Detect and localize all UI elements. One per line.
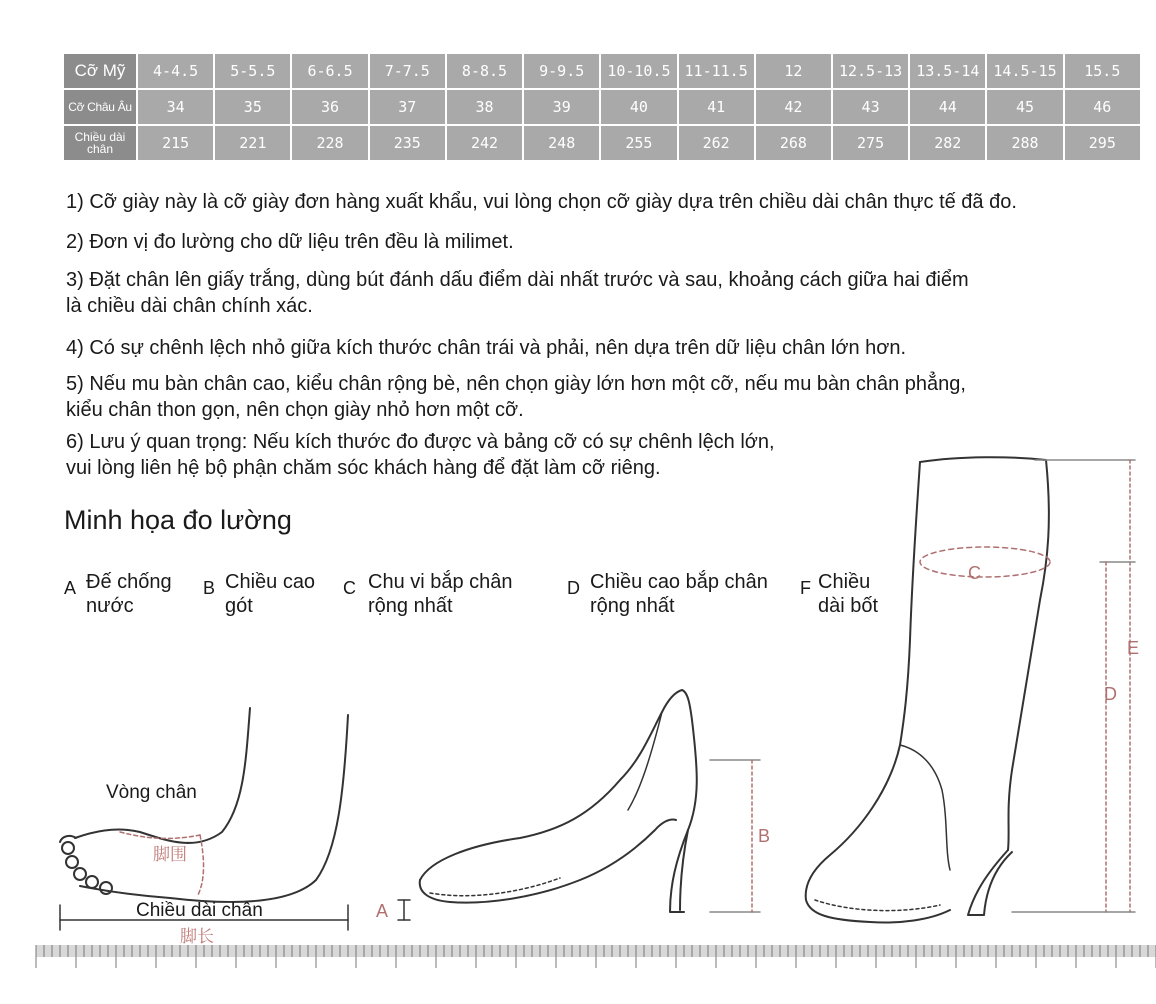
size-cell: 44 <box>910 90 985 124</box>
size-cell: 15.5 <box>1065 54 1140 88</box>
legend-text-d-1: Chiều cao bắp chân <box>590 571 768 593</box>
foot-length-label: Chiều dài chân <box>136 900 263 921</box>
size-cell: 43 <box>833 90 908 124</box>
note-5: 5) Nếu mu bàn chân cao, kiểu chân rộng bè, nên chọn giày lớn hơn một cỡ, nếu mu bàn chân phẳng, <box>66 373 966 395</box>
note-3-cont: là chiều dài chân chính xác. <box>66 295 313 317</box>
pump-illustration <box>398 690 760 920</box>
size-cell: 13.5-14 <box>910 54 985 88</box>
note-6: 6) Lưu ý quan trọng: Nếu kích thước đo được và bảng cỡ có sự chênh lệch lớn, <box>66 431 775 453</box>
foot-length-cn-label: 脚长 <box>180 927 214 947</box>
dimension-b-label: B <box>758 826 771 846</box>
legend-text-f-1: Chiều <box>818 571 871 593</box>
legend-letter-b: B <box>203 578 216 598</box>
size-cell: 12 <box>756 54 831 88</box>
size-cell: 35 <box>215 90 290 124</box>
note-6-cont: vui lòng liên hệ bộ phận chăm sóc khách hàng để đặt làm cỡ riêng. <box>66 457 661 479</box>
note-4: 4) Có sự chênh lệch nhỏ giữa kích thước chân trái và phải, nên dựa trên dữ liệu chân lớn hơn. <box>66 337 907 359</box>
foot-circumference-cn-label: 脚围 <box>153 845 187 865</box>
size-cell: 38 <box>447 90 522 124</box>
size-cell: 8-8.5 <box>447 54 522 88</box>
dimension-a-label: A <box>376 901 389 921</box>
foot-circumference-label: Vòng chân <box>106 782 197 803</box>
note-3: 3) Đặt chân lên giấy trắng, dùng bút đánh dấu điểm dài nhất trước và sau, khoảng cách giữa hai điểm <box>66 269 969 291</box>
foot-illustration <box>60 708 348 930</box>
size-cell: 295 <box>1065 126 1140 160</box>
size-cell: 242 <box>447 126 522 160</box>
size-cell: 248 <box>524 126 599 160</box>
size-cell: 215 <box>138 126 213 160</box>
ruler <box>36 945 1156 968</box>
legend-text-b-1: Chiều cao <box>225 571 316 593</box>
size-cell: 37 <box>370 90 445 124</box>
legend-text-c-1: Chu vi bắp chân <box>368 571 513 593</box>
size-cell: 4-4.5 <box>138 54 213 88</box>
size-cell: 262 <box>679 126 754 160</box>
size-cell: 228 <box>292 126 367 160</box>
dimension-e-label: E <box>1127 638 1140 658</box>
size-cell: 10-10.5 <box>601 54 676 88</box>
size-cell: 9-9.5 <box>524 54 599 88</box>
size-cell: 235 <box>370 126 445 160</box>
size-cell: 46 <box>1065 90 1140 124</box>
size-row-header: Cỡ Châu Âu <box>64 90 136 124</box>
legend-letter-a: A <box>64 578 77 598</box>
size-cell: 7-7.5 <box>370 54 445 88</box>
legend-text-a-2: nước <box>86 595 134 617</box>
size-cell: 5-5.5 <box>215 54 290 88</box>
note-2: 2) Đơn vị đo lường cho dữ liệu trên đều là milimet. <box>66 231 514 253</box>
size-cell: 42 <box>756 90 831 124</box>
size-cell: 39 <box>524 90 599 124</box>
size-row-header: Chiều dài chân <box>64 126 136 160</box>
size-cell: 36 <box>292 90 367 124</box>
size-cell: 288 <box>987 126 1062 160</box>
size-row-header: Cỡ Mỹ <box>64 54 136 88</box>
size-cell: 11-11.5 <box>679 54 754 88</box>
size-cell: 6-6.5 <box>292 54 367 88</box>
size-cell: 255 <box>601 126 676 160</box>
size-cell: 41 <box>679 90 754 124</box>
legend-text-b-2: gót <box>225 595 253 617</box>
size-cell: 282 <box>910 126 985 160</box>
size-cell: 221 <box>215 126 290 160</box>
dimension-d-label: D <box>1104 684 1117 704</box>
size-cell: 268 <box>756 126 831 160</box>
legend-text-a-1: Đế chống <box>86 571 172 593</box>
boot-illustration <box>806 457 1135 922</box>
size-cell: 12.5-13 <box>833 54 908 88</box>
legend-letter-c: C <box>343 578 356 598</box>
size-cell: 275 <box>833 126 908 160</box>
size-cell: 14.5-15 <box>987 54 1062 88</box>
size-cell: 34 <box>138 90 213 124</box>
legend-letter-f: F <box>800 578 811 598</box>
size-cell: 40 <box>601 90 676 124</box>
note-5-cont: kiểu chân thon gọn, nên chọn giày nhỏ hơn một cỡ. <box>66 399 524 421</box>
section-title: Minh họa đo lường <box>64 505 292 535</box>
legend-letter-d: D <box>567 578 580 598</box>
legend-text-d-2: rộng nhất <box>590 595 675 617</box>
note-1: 1) Cỡ giày này là cỡ giày đơn hàng xuất khẩu, vui lòng chọn cỡ giày dựa trên chiều dài chân thực tế đã đo. <box>66 191 1017 213</box>
legend-text-f-2: dài bốt <box>818 595 879 617</box>
size-cell: 45 <box>987 90 1062 124</box>
legend-text-c-2: rộng nhất <box>368 595 453 617</box>
dimension-c-label: C <box>968 563 981 583</box>
